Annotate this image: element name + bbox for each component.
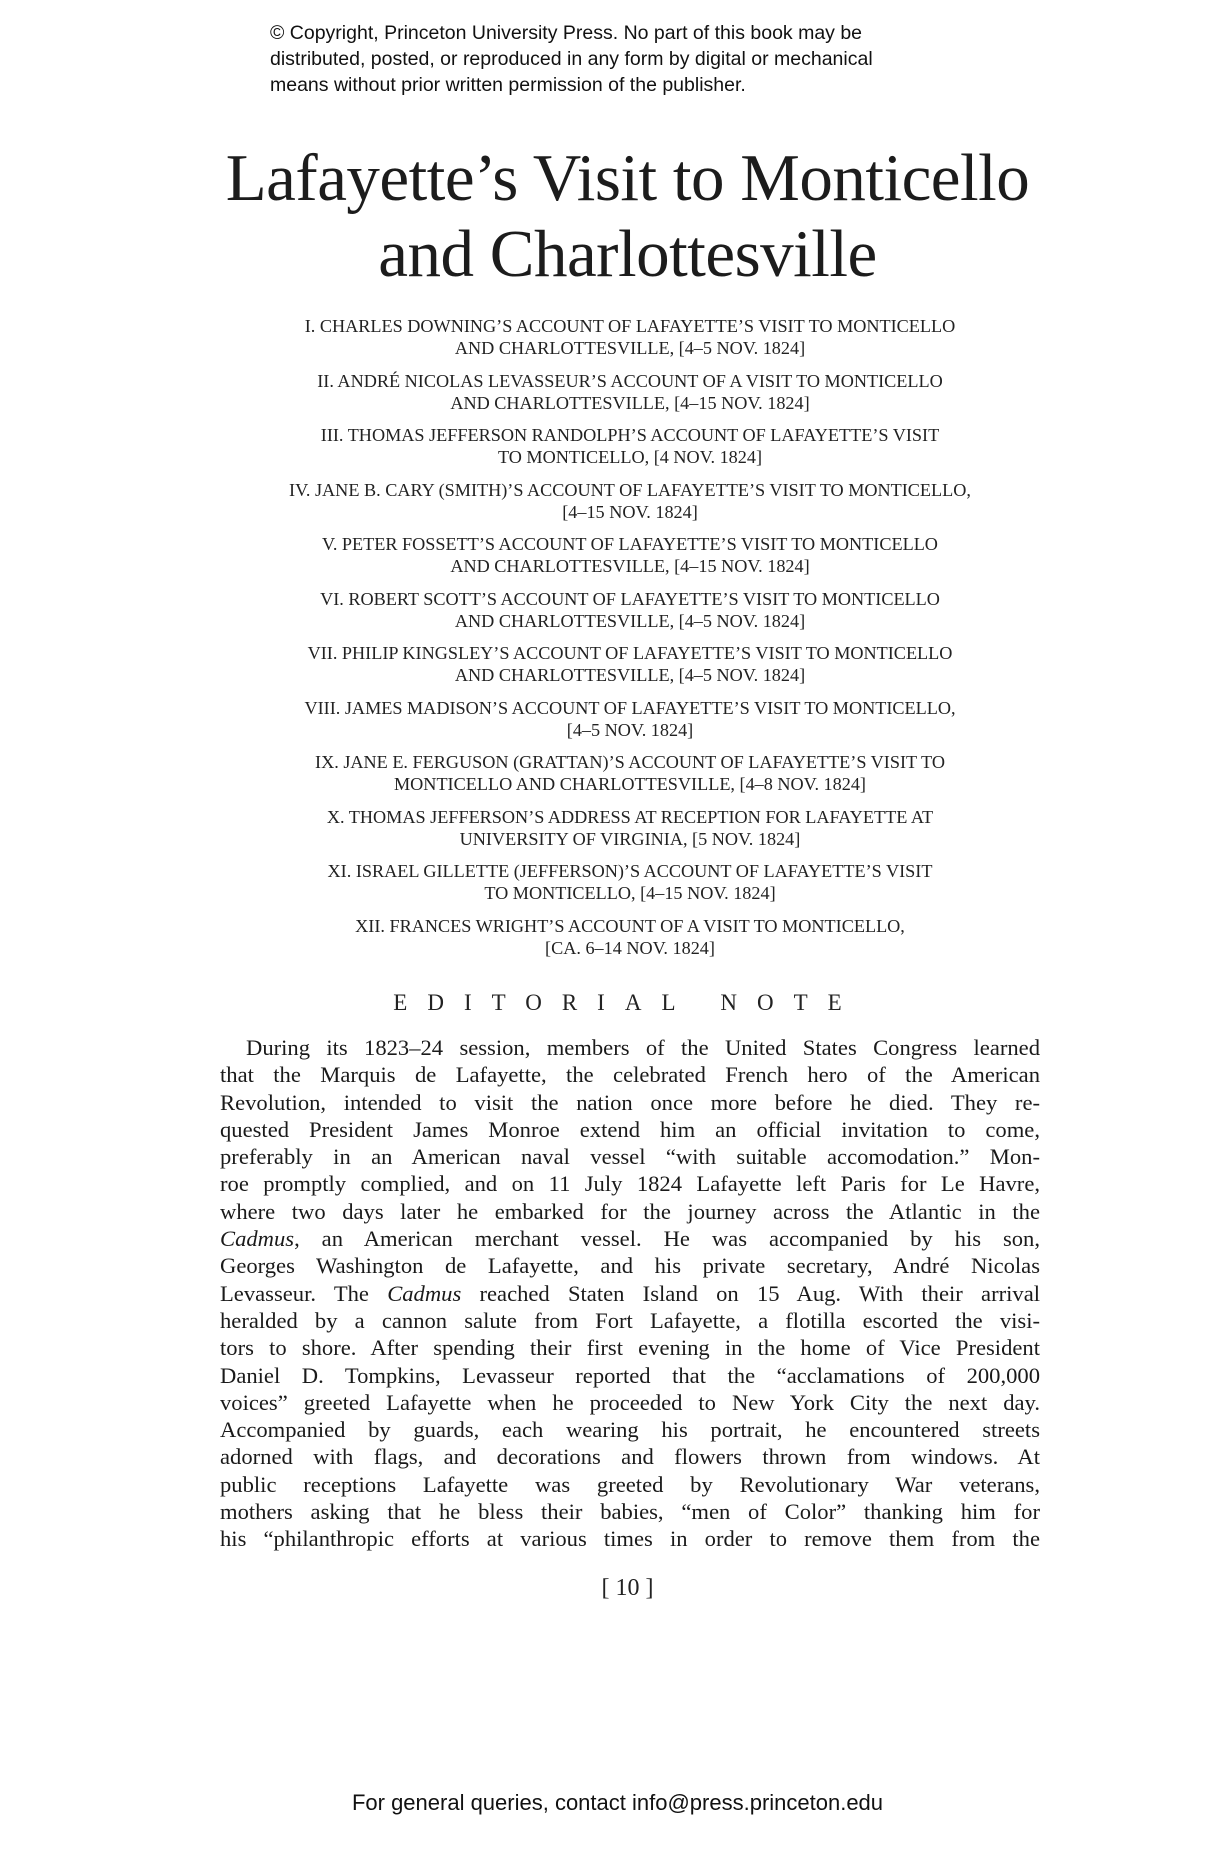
- body-line: that the Marquis de Lafayette, the celebrated French hero of the American: [220, 1062, 1040, 1088]
- body-line: preferably in an American naval vessel “with suitable accomodation.” Mon-: [220, 1144, 1040, 1170]
- ship-name: Cadmus: [220, 1226, 295, 1252]
- toc-entry-line: III. THOMAS JEFFERSON RANDOLPH’S ACCOUNT OF LAFAYETTE’S VISIT: [320, 425, 940, 445]
- copyright-line: distributed, posted, or reproduced in any form by digital or mechanical: [270, 48, 873, 70]
- body-line: roe promptly complied, and on 11 July 1824 Lafayette left Paris for Le Havre,: [220, 1171, 1040, 1197]
- toc-entry: [215, 533, 1045, 588]
- body-line: public receptions Lafayette was greeted by Revolutionary War veterans,: [220, 1471, 1040, 1497]
- body-line: voices” greeted Lafayette when he proceeded to New York City the next day.: [220, 1389, 1040, 1415]
- toc-entry: [215, 479, 1045, 534]
- body-line: quested President James Monroe extend him an official invitation to come,: [220, 1116, 1040, 1142]
- table-of-contents: [215, 315, 1045, 969]
- toc-entry: [215, 860, 1045, 915]
- toc-entry: [215, 642, 1045, 697]
- toc-entry: [215, 588, 1045, 643]
- toc-entry-line: AND CHARLOTTESVILLE, [4–5 NOV. 1824]: [454, 338, 806, 358]
- copyright-line: © Copyright, Princeton University Press. No part of this book may be: [270, 22, 863, 44]
- toc-entry: [215, 915, 1045, 970]
- toc-entry: [215, 315, 1045, 370]
- toc-entry-line: AND CHARLOTTESVILLE, [4–15 NOV. 1824]: [450, 556, 810, 576]
- editorial-note-heading: EDITORIAL NOTE: [393, 990, 862, 1015]
- toc-entry-line: [CA. 6–14 NOV. 1824]: [545, 937, 715, 958]
- toc-entry-line: X. THOMAS JEFFERSON’S ADDRESS AT RECEPTION FOR LAFAYETTE AT: [326, 806, 934, 827]
- body-line: Accompanied by guards, each wearing his portrait, he encountered streets: [220, 1417, 1040, 1443]
- body-line: heralded by a cannon salute from Fort Lafayette, a flotilla escorted the visi-: [220, 1307, 1040, 1333]
- body-line: [220, 1280, 1040, 1307]
- body-line: Daniel D. Tompkins, Levasseur reported that the “acclamations of 200,000: [220, 1362, 1040, 1388]
- toc-entry-line: [4–5 NOV. 1824]: [566, 719, 694, 740]
- body-line: [220, 1225, 1040, 1252]
- footer-contact: For general queries, contact info@press.princeton.edu: [351, 1790, 884, 1815]
- toc-entry: [215, 370, 1045, 425]
- toc-entry-line: TO MONTICELLO, [4–15 NOV. 1824]: [484, 883, 776, 903]
- toc-entry: [215, 424, 1045, 479]
- copyright-line: means without prior written permission of the publisher.: [270, 74, 746, 96]
- body-line: where two days later he embarked for the journey across the Atlantic in the: [220, 1198, 1040, 1224]
- toc-entry-line: XI. ISRAEL GILLETTE (JEFFERSON)’S ACCOUNT OF LAFAYETTE’S VISIT: [327, 861, 933, 881]
- toc-entry-line: V. PETER FOSSETT’S ACCOUNT OF LAFAYETTE’S VISIT TO MONTICELLO: [322, 534, 938, 554]
- toc-entry-line: AND CHARLOTTESVILLE, [4–5 NOV. 1824]: [454, 610, 806, 631]
- ship-name: Cadmus: [387, 1280, 462, 1306]
- body-line: tors to shore. After spending their first evening in the home of Vice President: [220, 1335, 1040, 1361]
- toc-entry-line: IX. JANE E. FERGUSON (GRATTAN)’S ACCOUNT OF LAFAYETTE’S VISIT TO: [315, 752, 945, 772]
- title-line-1: Lafayette’s Visit to Monticello: [225, 141, 1030, 215]
- toc-entry-line: UNIVERSITY OF VIRGINIA, [5 NOV. 1824]: [459, 828, 801, 849]
- toc-entry-line: MONTICELLO AND CHARLOTTESVILLE, [4–8 NOV. 1824]: [394, 774, 866, 794]
- body-line: adorned with flags, and decorations and flowers thrown from windows. At: [220, 1444, 1040, 1470]
- title-line-2: and Charlottesville: [378, 217, 877, 291]
- copyright-notice: [270, 20, 970, 98]
- toc-entry: [215, 751, 1045, 806]
- toc-entry: [215, 806, 1045, 861]
- toc-entry-line: I. CHARLES DOWNING’S ACCOUNT OF LAFAYETTE’S VISIT TO MONTICELLO: [304, 316, 956, 336]
- toc-entry-line: VI. ROBERT SCOTT’S ACCOUNT OF LAFAYETTE’S VISIT TO MONTICELLO: [320, 588, 940, 609]
- body-line: Revolution, intended to visit the nation once more before he died. They re-: [220, 1089, 1040, 1115]
- page-title: [0, 140, 1225, 292]
- body-text-fragment: , an American merchant vessel. He was accompanied by his son,: [294, 1226, 1040, 1252]
- toc-entry-line: AND CHARLOTTESVILLE, [4–15 NOV. 1824]: [450, 392, 810, 413]
- toc-entry-line: TO MONTICELLO, [4 NOV. 1824]: [497, 447, 763, 467]
- toc-entry-line: [4–15 NOV. 1824]: [562, 501, 698, 522]
- toc-entry-line: VII. PHILIP KINGSLEY’S ACCOUNT OF LAFAYETTE’S VISIT TO MONTICELLO: [307, 643, 953, 663]
- toc-entry-line: XII. FRANCES WRIGHT’S ACCOUNT OF A VISIT TO MONTICELLO,: [355, 915, 905, 936]
- page-number: [ 10 ]: [601, 1575, 654, 1601]
- editorial-note-body: [220, 1034, 1040, 1553]
- toc-entry-line: II. ANDRÉ NICOLAS LEVASSEUR’S ACCOUNT OF A VISIT TO MONTICELLO: [317, 370, 943, 391]
- toc-entry-line: AND CHARLOTTESVILLE, [4–5 NOV. 1824]: [454, 665, 806, 685]
- toc-entry: [215, 697, 1045, 752]
- body-line: During its 1823–24 session, members of the United States Congress learned: [246, 1035, 1040, 1060]
- toc-entry-line: IV. JANE B. CARY (SMITH)’S ACCOUNT OF LAFAYETTE’S VISIT TO MONTICELLO,: [289, 479, 971, 500]
- body-text-fragment: reached Staten Island on 15 Aug. With their arrival: [461, 1280, 1040, 1306]
- toc-entry-line: VIII. JAMES MADISON’S ACCOUNT OF LAFAYETTE’S VISIT TO MONTICELLO,: [304, 697, 956, 718]
- body-line: mothers asking that he bless their babies, “men of Color” thanking him for: [220, 1499, 1040, 1525]
- body-line: Georges Washington de Lafayette, and his private secretary, André Nicolas: [220, 1253, 1040, 1279]
- body-line: his “philanthropic efforts at various times in order to remove them from the: [220, 1526, 1040, 1552]
- body-text-fragment: Levasseur. The: [220, 1280, 388, 1306]
